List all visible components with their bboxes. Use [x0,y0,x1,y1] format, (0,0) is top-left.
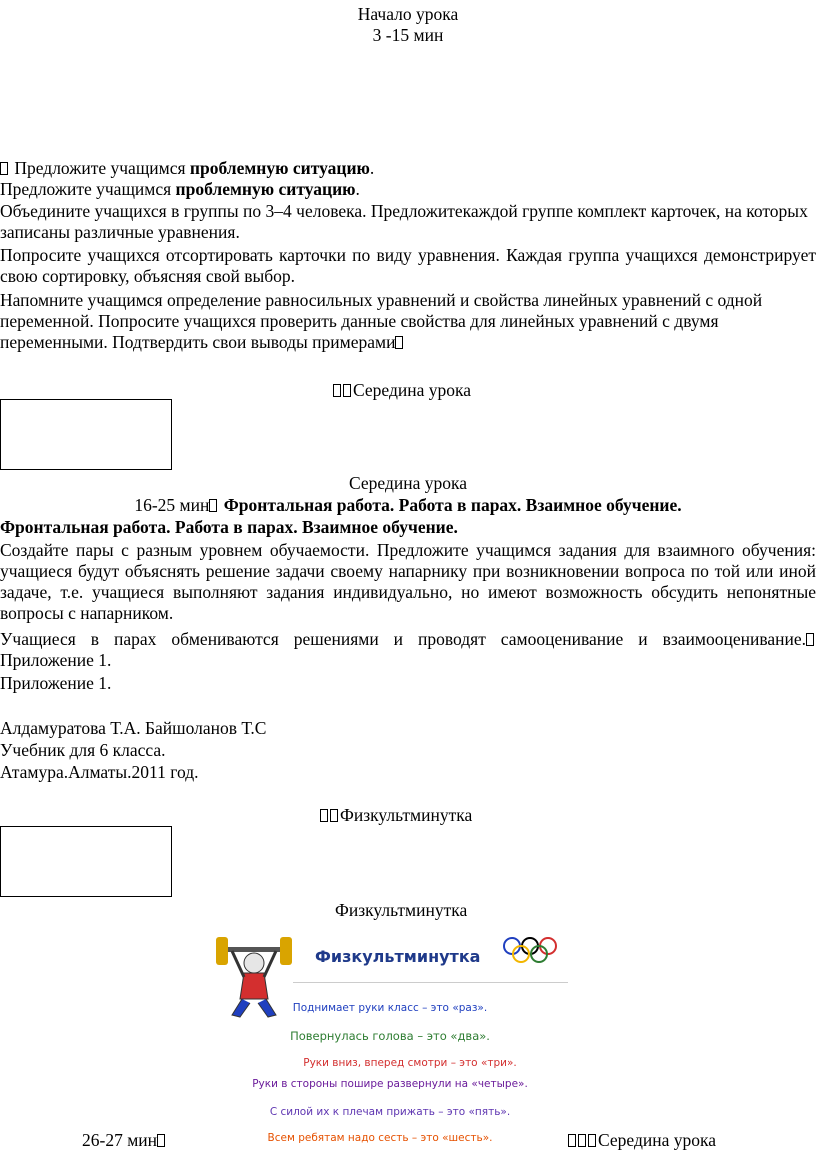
missing-glyph-icon [0,162,8,175]
poster-line: Руки в стороны пошире развернули на «четыре». [252,1078,528,1090]
middle-time-heading: 16-25 мин Фронтальная работа. Работа в парах. Взаимное обучение. [134,495,682,515]
groups-paragraph: Объедините учащихся в группы по 3–4 человека. Предложитекаждой группе комплект карточек, на которых записаны различные уравнения. [0,201,808,242]
olympic-rings-icon [500,934,560,964]
exercise-marker: Физкультминутка [320,805,472,826]
appendix-line: Приложение 1. [0,673,112,693]
poster-line: Поднимает руки класс – это «раз». [292,1002,488,1014]
missing-glyph-icon [209,499,217,512]
middle-heading-repeat: Фронтальная работа. Работа в парах. Взаимное обучение. [0,517,458,537]
lesson-start-time: 3 -15 мин [372,25,444,45]
empty-frame [0,399,172,470]
missing-glyph-icon [395,336,403,349]
sort-cards-paragraph: Попросите учащихся отсортировать карточки по виду уравнения. Каждая группа учащихся демонстрирует свою сортировку, объясняя свой выбор. [0,245,816,286]
reference-authors: Алдамуратова Т.А. Байшоланов Т.С [0,718,267,738]
missing-glyph-icon [806,633,814,646]
exercise-title: Физкультминутка [335,900,468,920]
middle-title: Середина урока [349,473,467,493]
missing-glyph-icon [588,1134,596,1147]
poster-line: Повернулась голова – это «два». [290,1029,490,1043]
poster-divider [293,982,568,983]
problem-situation-line-1: Предложите учащимся проблемную ситуацию. [0,158,374,179]
missing-glyph-icon [568,1134,576,1147]
pairs-paragraph: Создайте пары с разным уровнем обучаемости. Предложите учащимся задания для взаимного обучения: учащиеся будут объяснять решение задачи своему напарнику при возникновении вопроса по той или иной задаче, т.е. учащиеся выполняют задания индивидуально, но имеют возможность обсудить непонятные вопросы с напарником. [0,540,816,623]
exercise-time: 26-27 мин [82,1130,167,1151]
missing-glyph-icon [330,809,338,822]
lesson-start-title: Начало урока [357,4,459,24]
reference-publisher: Атамура.Алматы.2011 год. [0,762,199,782]
problem-situation-line-2: Предложите учащимся проблемную ситуацию. [0,179,360,199]
poster-line: С силой их к плечам прижать – это «пять». [269,1106,511,1118]
next-middle-marker: Середина урока [568,1130,716,1151]
empty-frame [0,826,172,897]
poster-line: Руки вниз, вперед смотри – это «три». [303,1057,517,1069]
missing-glyph-icon [343,384,351,397]
missing-glyph-icon [320,809,328,822]
self-assessment-paragraph: Учащиеся в парах обмениваются решениями и проводят самооценивание и взаимооценивание. Приложение 1. [0,629,816,671]
poster-line: Всем ребятам надо сесть – это «шесть». [267,1132,493,1144]
missing-glyph-icon [578,1134,586,1147]
poster-title: Физкультминутка [315,947,481,966]
missing-glyph-icon [157,1134,165,1147]
equations-paragraph: Напомните учащимся определение равносильных уравнений и свойства линейных уравнений с одной переменной. Попросите учащихся проверить данные свойства для линейных уравнений с двумя переменными. Подтвердить свои выводы примерами [0,290,763,352]
reference-book: Учебник для 6 класса. [0,740,166,760]
missing-glyph-icon [333,384,341,397]
exercise-poster [205,924,575,1151]
middle-marker-1: Середина урока [333,380,471,401]
